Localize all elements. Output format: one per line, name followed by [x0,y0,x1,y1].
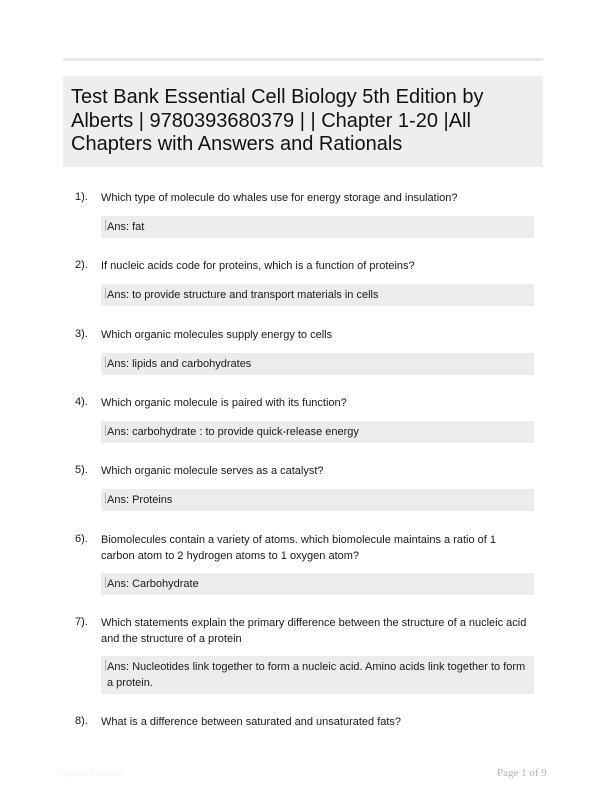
answer-text: Ans: Nucleotides link together to form a nucleic acid. Amino acids link together to form a protein. [107,661,526,689]
answer-box [101,353,534,375]
answer-box [101,573,534,595]
footer-watermark: Papertrbic.com [57,768,125,779]
top-divider [63,58,543,61]
answer-box [101,421,534,443]
title-line-3: Chapters with Answers and Rationals [71,133,403,155]
page-indicator: Page 1 of 9 [497,767,547,779]
answer-box [101,489,534,511]
document-title [71,86,535,157]
answer-text: Ans: Proteins [107,494,173,506]
document-title-box [63,76,543,167]
question-text: Which type of molecule do whales use for energy storage and insulation? [101,192,458,204]
question-text: Which organic molecules supply energy to cells [101,329,333,341]
answer-marker [105,288,106,299]
question-text: Which organic molecule is paired with its function? [101,397,347,409]
question-number: 1). [75,191,88,203]
answer-marker [105,357,106,368]
answer-text: Ans: lipids and carbohydrates [107,358,252,370]
question-number: 2). [75,259,88,271]
question-text: Biomolecules contain a variety of atoms. which biomolecule maintains a ratio of 1 carbon atom to 2 hydrogen atoms to 1 oxygen atom? [101,534,496,562]
question-text: Which statements explain the primary difference between the structure of a nucleic acid and the structure of a protein [101,617,527,645]
answer-marker [105,493,106,504]
question-text: If nucleic acids code for proteins, which is a function of proteins? [101,260,415,272]
question-text: Which organic molecule serves as a catalyst? [101,465,324,477]
question-text: What is a difference between saturated and unsaturated fats? [101,716,402,728]
question-number: 7). [75,616,88,628]
answer-box [101,656,534,694]
answer-box [101,216,534,238]
answer-text: Ans: fat [107,221,145,233]
question-number: 5). [75,464,88,476]
answer-text: Ans: carbohydrate : to provide quick-release energy [107,426,359,438]
answer-marker [105,660,106,671]
question-number: 4). [75,396,88,408]
question-number: 6). [75,533,88,545]
question-number: 3). [75,328,88,340]
title-line-1: Test Bank Essential Cell Biology 5th Edition by [71,86,484,108]
answer-marker [105,425,106,436]
question-number: 8). [75,715,88,727]
answer-text: Ans: to provide structure and transport materials in cells [107,289,379,301]
title-line-2: Alberts | 9780393680379 | | Chapter 1-20 |All [71,109,471,132]
answer-text: Ans: Carbohydrate [107,578,199,590]
answer-marker [105,220,106,231]
answer-box [101,284,534,306]
answer-marker [105,577,106,588]
